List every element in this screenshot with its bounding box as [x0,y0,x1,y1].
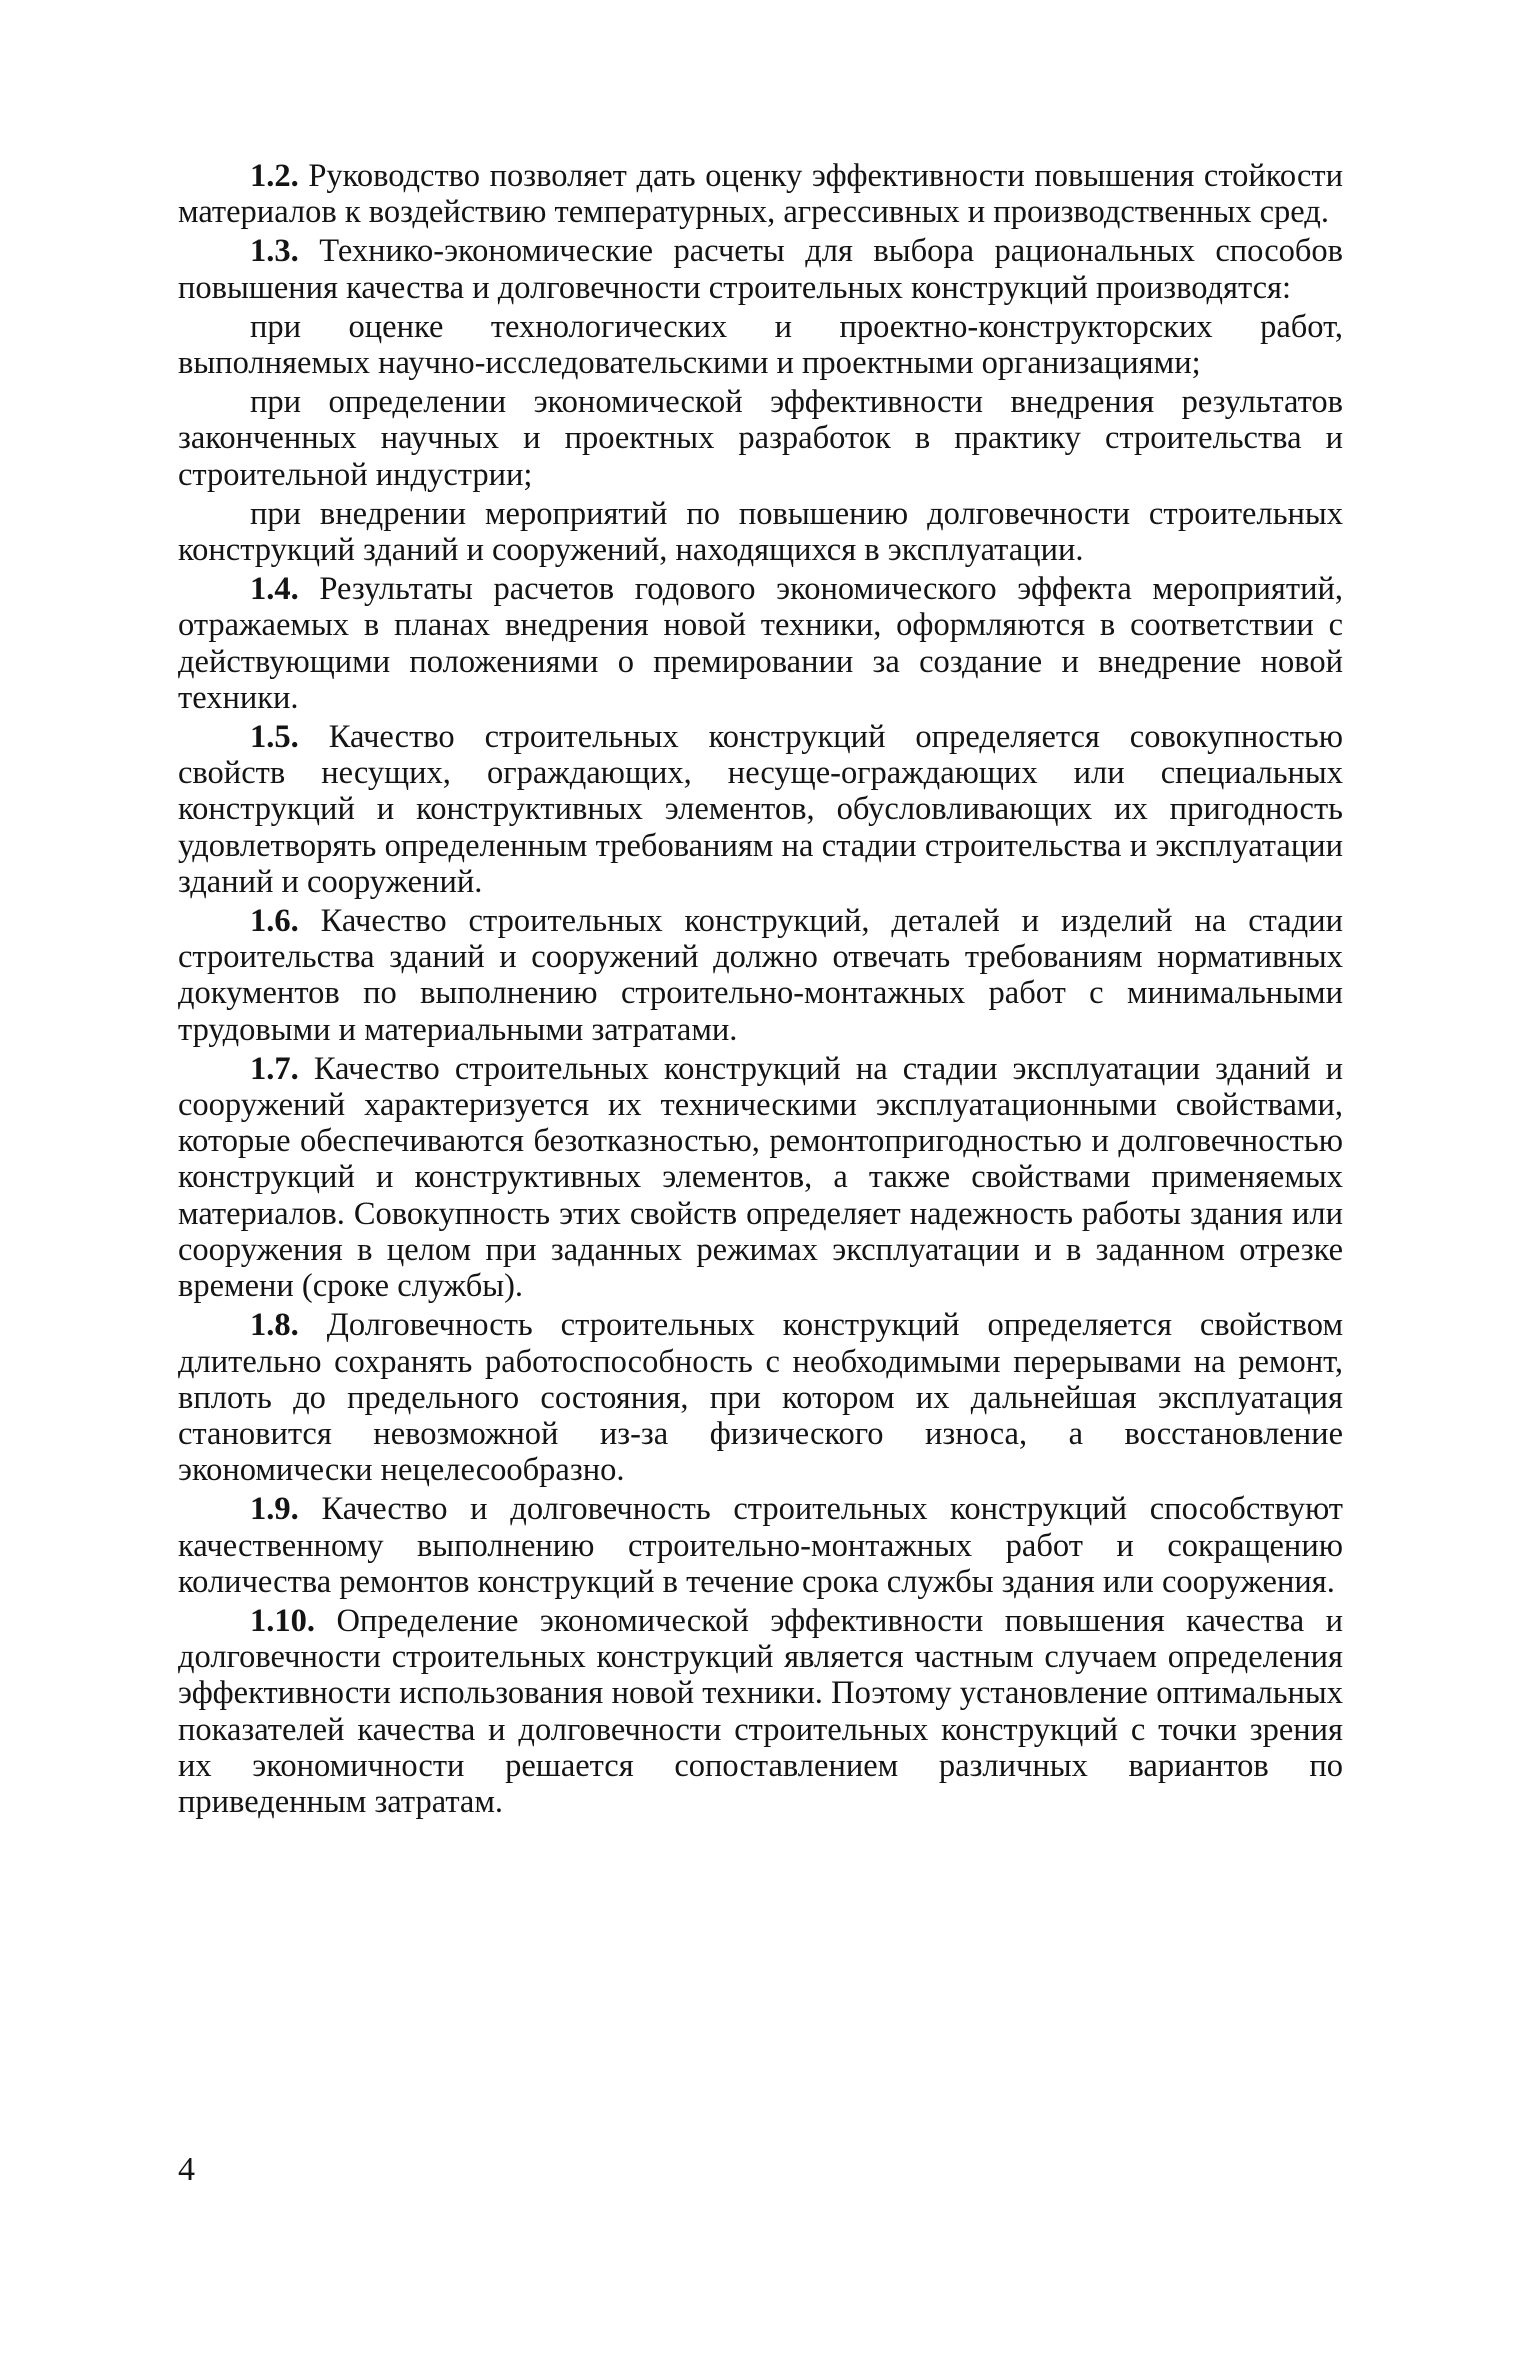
paragraph-text: при оценке технологических и проектно-конструкторских работ, выполняемых научно-исследовательскими и проектными организациями; [178,308,1343,382]
paragraph-text: при определении экономической эффективности внедрения результатов законченных научных и проектных разработок в практику строительства и строительной индустрии; [178,384,1343,493]
paragraph-number: 1.10. [250,1602,315,1639]
list-item-economic-efficiency [178,384,1343,493]
paragraph-1-6 [178,903,1343,1048]
paragraph-1-9 [178,1491,1343,1600]
paragraph-text: Руководство позволяет дать оценку эффективности повышения стойкости материалов к воздействию температурных, агрессивных и производственных сред. [178,158,1343,231]
paragraph-number: 1.5. [250,719,299,756]
paragraph-number: 1.2. [250,158,299,194]
paragraph-text: Качество строительных конструкций определяется совокупностью свойств несущих, ограждающих, несуще-ограждающих или специальных конструкций и конструктивных элементов, обусловливающих их пригодность удовлетворять определенным требованиям на стадии строительства и эксплуатации зданий и сооружений. [178,719,1343,900]
page-number: 4 [178,2151,195,2188]
paragraph-1-2 [178,158,1343,230]
paragraph-number: 1.3. [250,233,299,270]
list-item-technological-works [178,309,1343,381]
paragraph-number: 1.9. [250,1491,299,1528]
paragraph-text: Долговечность строительных конструкций определяется свойством длительно сохранять работоспособность с необходимыми перерывами на ремонт, вплоть до предельного состояния, при котором их дальнейшая эксплуатация становится невозможной из-за физического износа, а восстановление экономически нецелесообразно. [178,1307,1344,1489]
paragraph-1-5 [178,719,1343,900]
paragraph-1-7 [178,1051,1343,1304]
paragraph-number: 1.4. [250,571,299,608]
paragraph-number: 1.6. [250,903,299,940]
paragraph-text: Результаты расчетов годового экономического эффекта мероприятий, отражаемых в планах внедрения новой техники, оформляются в соответствии с действующими положениями о премировании за создание и внедрение новой техники. [178,571,1343,716]
paragraph-text: Качество и долговечность строительных конструкций способствуют качественному выполнению строительно-монтажных работ и сокращению количества ремонтов конструкций в течение срока службы здания или сооружения. [178,1491,1344,1600]
paragraph-1-4 [178,571,1343,716]
paragraph-text: Качество строительных конструкций, деталей и изделий на стадии строительства зданий и сооружений должно отвечать требованиям нормативных документов по выполнению строительно-монтажных работ с минимальными трудовыми и материальными затратами. [178,903,1343,1048]
paragraph-text: при внедрении мероприятий по повышению долговечности строительных конструкций зданий и сооружений, находящихся в эксплуатации. [178,495,1343,569]
paragraph-1-10 [178,1603,1343,1820]
paragraph-1-3 [178,233,1343,305]
paragraph-number: 1.8. [250,1307,299,1344]
document-body [178,158,1343,1823]
paragraph-number: 1.7. [250,1050,299,1087]
paragraph-text: Технико-экономические расчеты для выбора рациональных способов повышения качества и долговечности строительных конструкций производятся: [178,233,1344,306]
list-item-durability-measures [178,496,1343,568]
paragraph-text: Определение экономической эффективности повышения качества и долговечности строительных конструкций является частным случаем определения эффективности использования новой техники. Поэтому установление оптимальных показателей качества и долговечности строительных конструкций с точки зрения их экономичности решается сопоставлением различных вариантов по приведенным затратам. [178,1602,1343,1820]
paragraph-text: Качество строительных конструкций на стадии эксплуатации зданий и сооружений характеризуется их техническими эксплуатационными свойствами, которые обеспечиваются безотказностью, ремонтопригодностью и долговечностью конструкций и конструктивных элементов, а также свойствами применяемых материалов. Совокупность этих свойств определяет надежность работы здания или сооружения в целом при заданных режимах эксплуатации и в заданном отрезке времени (сроке службы). [178,1050,1344,1305]
paragraph-1-8 [178,1307,1343,1488]
